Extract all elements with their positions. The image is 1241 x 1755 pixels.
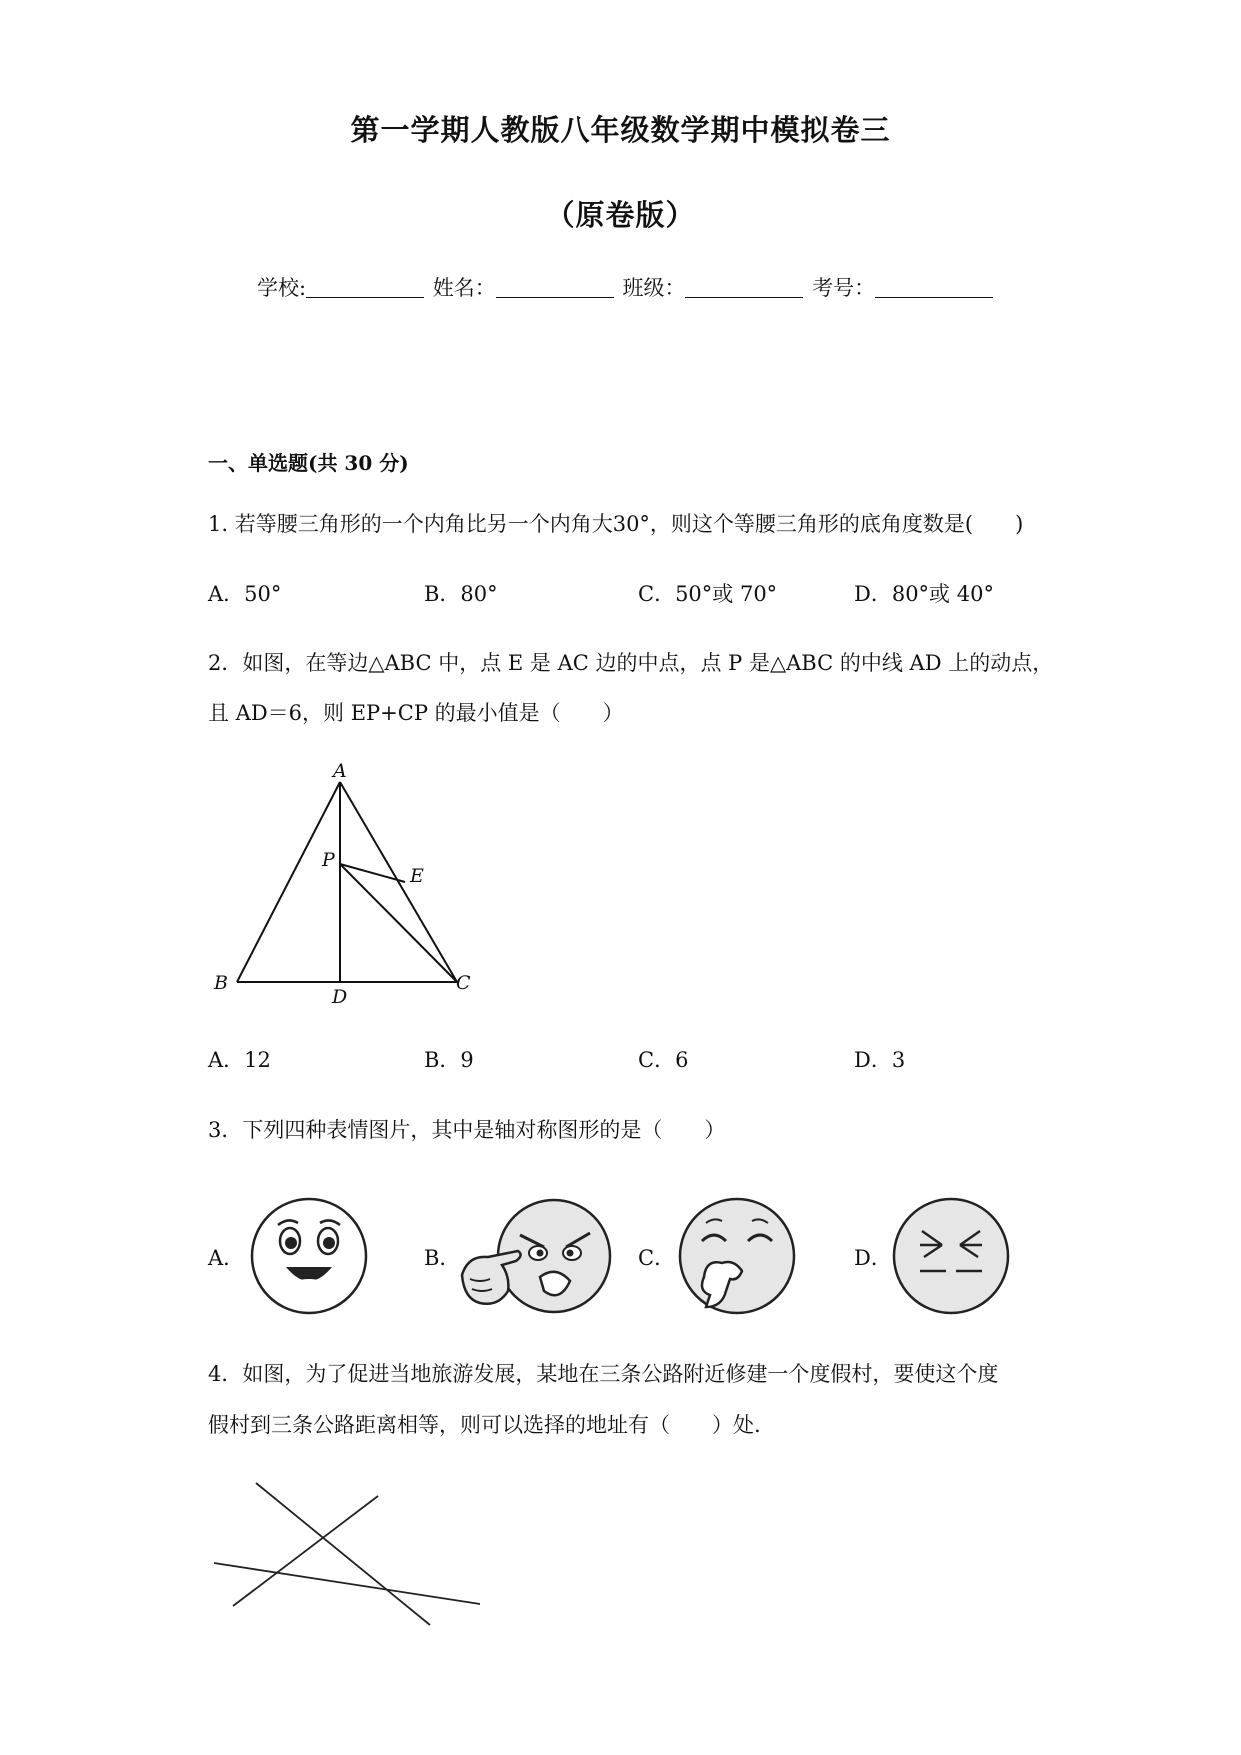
question-3-option-c-label: C．: [638, 1246, 676, 1270]
smiling-face-icon: [248, 1195, 370, 1317]
question-1-option-a: A．50°: [208, 582, 282, 606]
class-label: 班级：: [622, 276, 686, 300]
question-1-option-d: D．80°或 40°: [854, 582, 994, 606]
road-2: [233, 1496, 378, 1606]
school-blank: [306, 277, 424, 298]
question-1-option-b: B．80°: [424, 582, 498, 606]
question-3-option-b-label: B．: [424, 1246, 461, 1270]
page-subtitle: （原卷版）: [545, 198, 696, 232]
school-label: 学校:: [257, 276, 307, 300]
question-2-option-b: B．9: [424, 1048, 474, 1072]
class-blank: [685, 277, 803, 298]
exam-number-blank: [875, 277, 993, 298]
label-p: P: [322, 849, 335, 871]
question-3-option-d-label: D．: [854, 1246, 892, 1270]
triangle-figure: [210, 760, 480, 1010]
road-1: [256, 1483, 430, 1625]
label-e: E: [410, 865, 424, 887]
angry-pointing-face-icon: [458, 1195, 618, 1317]
question-2-option-c: C．6: [638, 1048, 689, 1072]
question-3-stem: 3．下列四种表情图片，其中是轴对称图形的是（ ）: [208, 1118, 726, 1142]
question-4-line-1: 4．如图，为了促进当地旅游发展，某地在三条公路附近修建一个度假村，要使这个度: [208, 1362, 999, 1386]
side-ab: [237, 782, 340, 982]
laughing-face-icon: [676, 1195, 798, 1317]
question-2-option-a: A．12: [208, 1048, 271, 1072]
question-2-option-d: D．3: [854, 1048, 906, 1072]
question-4-line-2: 假村到三条公路距离相等，则可以选择的地址有（ ）处.: [208, 1413, 761, 1437]
label-d: D: [332, 986, 348, 1008]
name-blank: [496, 277, 614, 298]
exam-number-label: 考号：: [812, 276, 876, 300]
label-a: A: [333, 760, 347, 782]
label-c: C: [456, 972, 471, 994]
question-3-option-a-label: A．: [208, 1246, 245, 1270]
road-3: [214, 1563, 480, 1604]
three-roads-figure: [210, 1470, 490, 1630]
question-2-line-1: 2．如图，在等边△ABC 中，点 E 是 AC 边的中点，点 P 是△ABC 的中线 AD 上的动点，: [208, 651, 1054, 675]
label-b: B: [214, 972, 228, 994]
question-1-stem: 1. 若等腰三角形的一个内角比另一个内角大30°，则这个等腰三角形的底角度数是( ): [208, 512, 1024, 536]
question-1-option-c: C．50°或 70°: [638, 582, 778, 606]
student-info-row: [257, 272, 995, 302]
section-heading: 一、单选题(共 30 分): [208, 451, 409, 475]
question-2-line-2: 且 AD＝6，则 EP+CP 的最小值是（ ）: [208, 701, 624, 725]
squinting-face-icon: [890, 1195, 1012, 1317]
page-title: 第一学期人教版八年级数学期中模拟卷三: [350, 113, 891, 147]
name-label: 姓名：: [432, 276, 496, 300]
